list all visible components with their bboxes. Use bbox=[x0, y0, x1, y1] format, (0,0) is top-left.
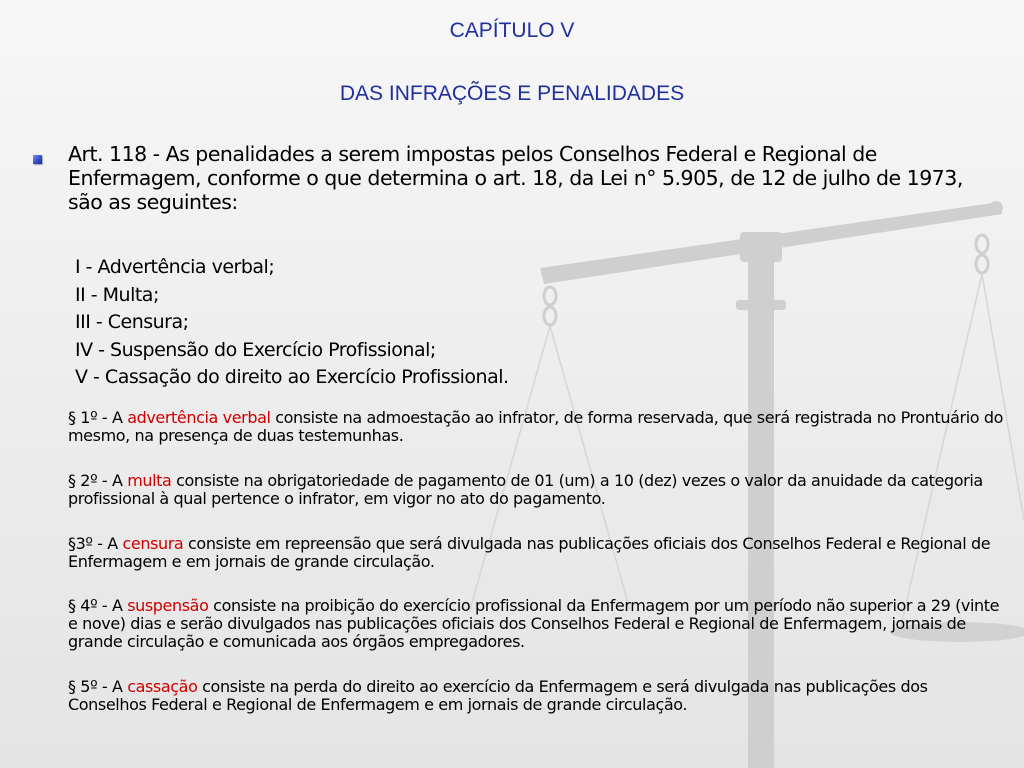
paragraph-1 bbox=[68, 409, 1003, 445]
penalty-item: I - Advertência verbal; bbox=[75, 256, 275, 278]
penalty-item: III - Censura; bbox=[75, 311, 189, 333]
paragraph-3 bbox=[68, 535, 1003, 571]
paragraph-prefix: §3º - A bbox=[68, 534, 123, 553]
chapter-title: CAPÍTULO V bbox=[449, 19, 575, 42]
paragraph-rest: consiste em repreensão que será divulgada nas publicações oficiais dos Conselhos Federal e Regional de Enfermagem e em jornais de grande circulação. bbox=[68, 534, 991, 571]
highlight-term: suspensão bbox=[127, 596, 209, 615]
paragraph-rest: consiste na admoestação ao infrator, de forma reservada, que será registrada no Prontuário do mesmo, na presença de duas testemunhas. bbox=[68, 408, 1003, 445]
paragraph-5 bbox=[68, 678, 1003, 714]
highlight-term: advertência verbal bbox=[127, 408, 271, 427]
penalties-list bbox=[75, 254, 509, 392]
paragraph-prefix: § 4º - A bbox=[68, 596, 128, 615]
paragraph-prefix: § 5º - A bbox=[68, 677, 128, 696]
paragraph-rest: consiste na proibição do exercício profissional da Enfermagem por um período não superior a 29 (vinte e nove) dias e serão divulgados nas publicações oficiais dos Conselhos Federal e Regional de Enfermagem, jornais de grande circulação e comunicada aos órgãos empregadores. bbox=[68, 596, 1000, 651]
article-118-text: Art. 118 - As penalidades a serem impostas pelos Conselhos Federal e Regional de Enfermagem, conforme o que determina o art. 18, da Lei n° 5.905, de 12 de julho de 1973, são as seguintes: bbox=[68, 142, 963, 214]
section-title: DAS INFRAÇÕES E PENALIDADES bbox=[339, 82, 685, 105]
paragraph-4 bbox=[68, 597, 1003, 651]
paragraph-rest: consiste na perda do direito ao exercício da Enfermagem e será divulgada nas publicações dos Conselhos Federal e Regional de Enfermagem e em jornais de grande circulação. bbox=[68, 677, 928, 714]
penalty-item: IV - Suspensão do Exercício Profissional; bbox=[75, 338, 436, 361]
highlight-term: censura bbox=[122, 534, 184, 553]
highlight-term: cassação bbox=[127, 677, 198, 696]
penalty-item: V - Cassação do direito ao Exercício Profissional. bbox=[75, 366, 509, 388]
penalty-item: II - Multa; bbox=[75, 283, 159, 306]
paragraph-rest: consiste na obrigatoriedade de pagamento de 01 (um) a 10 (dez) vezes o valor da anuidade da categoria profissional à qual pertence o infrator, em vigor no ato do pagamento. bbox=[68, 471, 983, 508]
slide-title bbox=[0, 16, 1024, 109]
paragraph-2 bbox=[68, 472, 1003, 508]
highlight-term: multa bbox=[127, 471, 172, 490]
paragraph-prefix: § 1º - A bbox=[68, 408, 128, 427]
bullet-icon bbox=[33, 155, 42, 164]
paragraph-prefix: § 2º - A bbox=[68, 471, 128, 490]
